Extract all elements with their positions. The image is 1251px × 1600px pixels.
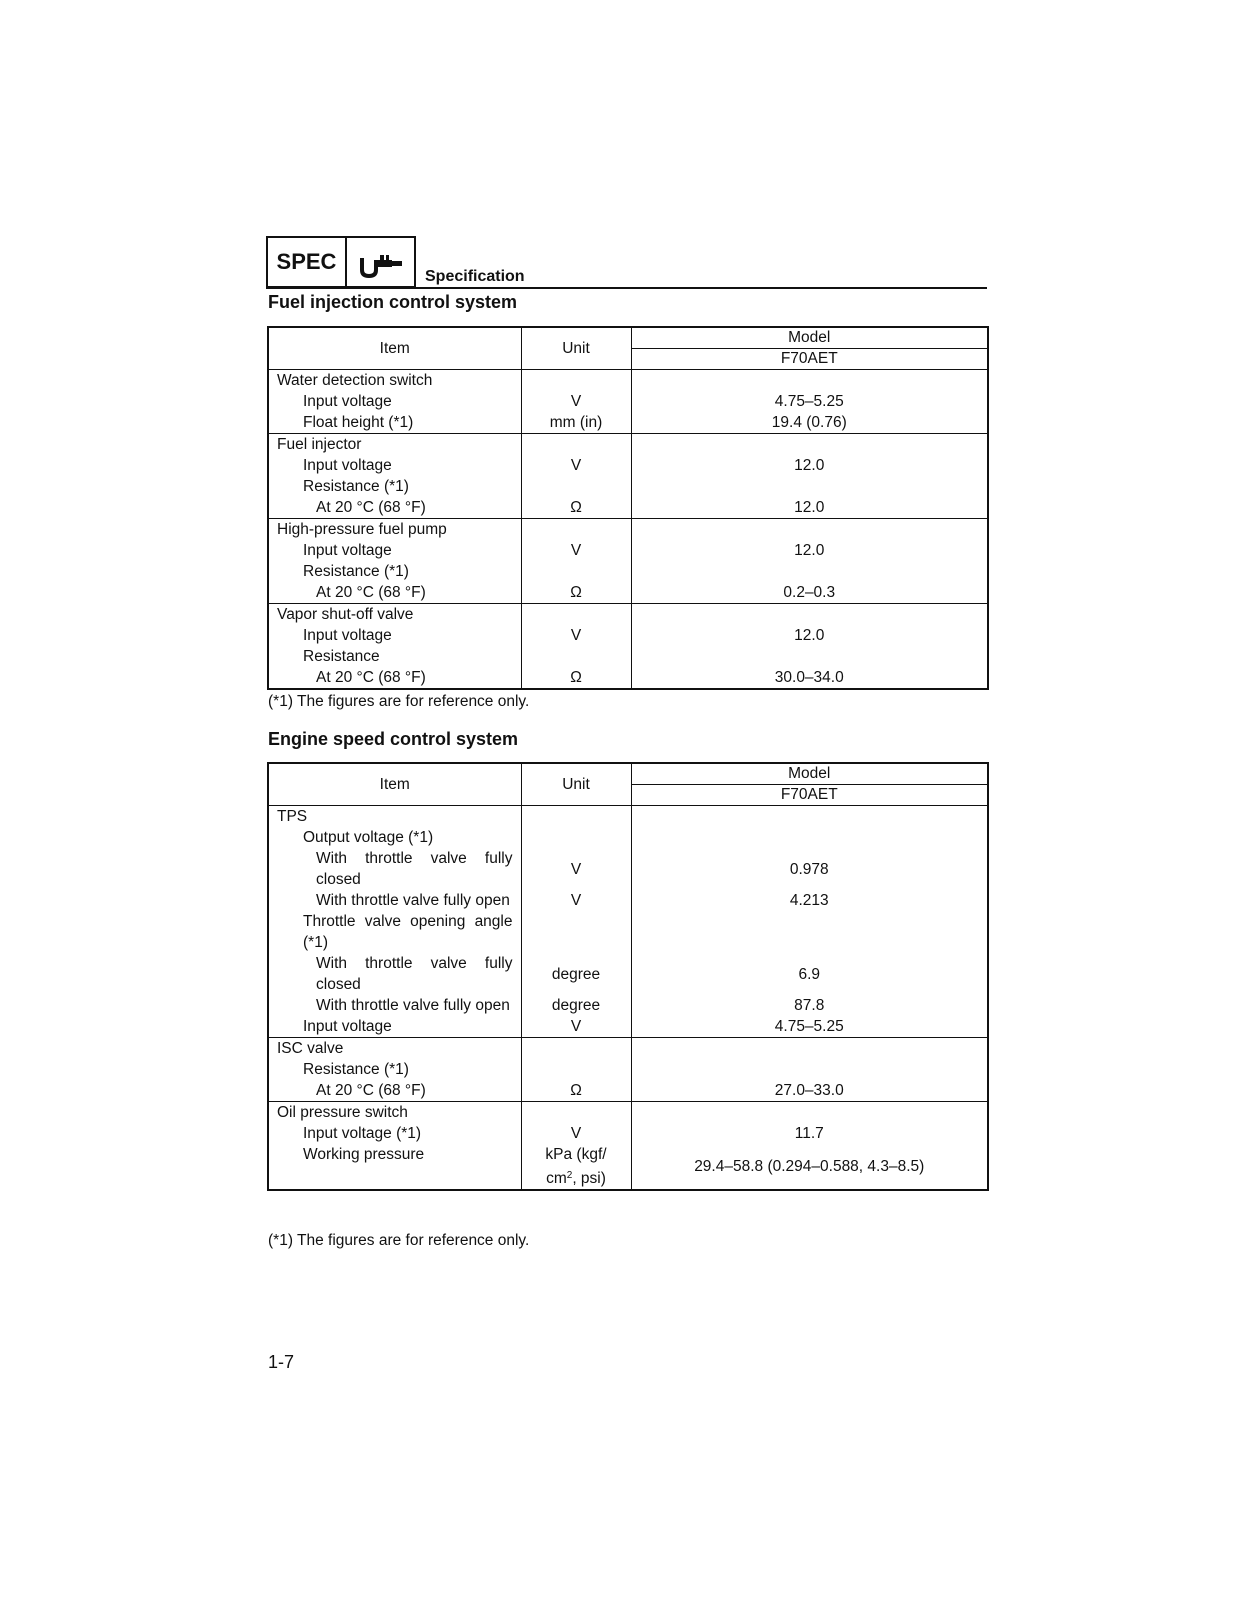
row-value — [631, 1038, 988, 1060]
row-unit: V — [521, 848, 631, 890]
table-row — [268, 646, 988, 667]
engine-speed-heading: Engine speed control system — [268, 729, 519, 749]
row-item: Fuel injector — [268, 434, 521, 456]
table-row — [268, 995, 988, 1016]
table-row — [268, 1059, 988, 1080]
column-header-item: Item — [268, 763, 521, 806]
table-row — [268, 476, 988, 497]
spec-label: SPEC — [268, 238, 347, 286]
row-value: 0.978 — [631, 848, 988, 890]
row-unit: degree — [521, 995, 631, 1016]
row-unit: V — [521, 625, 631, 646]
table-row — [268, 1080, 988, 1102]
row-item: Input voltage — [268, 1016, 521, 1038]
row-item: Input voltage — [268, 391, 521, 412]
unit-text: , psi) — [572, 1170, 606, 1187]
row-unit: V — [521, 1016, 631, 1038]
row-value: 12.0 — [631, 497, 988, 519]
column-header-unit: Unit — [521, 327, 631, 370]
table-row — [268, 604, 988, 626]
table-row — [268, 582, 988, 604]
table-row — [268, 827, 988, 848]
row-unit — [521, 476, 631, 497]
unit-text: cm — [546, 1170, 567, 1187]
fuel-injection-table-body — [268, 370, 988, 690]
row-item: At 20 °C (68 °F) — [268, 1080, 521, 1102]
row-item: Working pressure — [268, 1144, 521, 1190]
row-item: Float height (*1) — [268, 412, 521, 434]
row-value: 12.0 — [631, 540, 988, 561]
row-value: 27.0–33.0 — [631, 1080, 988, 1102]
table-row — [268, 434, 988, 456]
row-item: Input voltage — [268, 455, 521, 476]
row-unit — [521, 604, 631, 626]
row-unit: Ω — [521, 582, 631, 604]
row-unit: V — [521, 455, 631, 476]
row-unit: V — [521, 540, 631, 561]
row-unit: V — [521, 890, 631, 911]
table-row — [268, 911, 988, 953]
table-row — [268, 1144, 988, 1190]
row-item: At 20 °C (68 °F) — [268, 497, 521, 519]
section-header-title: Specification — [425, 268, 525, 285]
table-row — [268, 1016, 988, 1038]
row-item: With throttle valve fully closed — [268, 848, 521, 890]
row-value — [631, 434, 988, 456]
row-item: Resistance — [268, 646, 521, 667]
table-row — [268, 806, 988, 828]
row-unit: V — [521, 1123, 631, 1144]
row-item: At 20 °C (68 °F) — [268, 667, 521, 689]
row-item: Input voltage — [268, 625, 521, 646]
column-header-item: Item — [268, 327, 521, 370]
row-item: Oil pressure switch — [268, 1102, 521, 1124]
caliper-gauge-icon — [358, 252, 404, 278]
page-number: 1-7 — [268, 1352, 295, 1372]
row-unit — [521, 827, 631, 848]
row-unit — [521, 1102, 631, 1124]
row-item: At 20 °C (68 °F) — [268, 582, 521, 604]
table-row — [268, 455, 988, 476]
row-value — [631, 646, 988, 667]
table-row — [268, 1123, 988, 1144]
row-item: Water detection switch — [268, 370, 521, 392]
row-unit — [521, 561, 631, 582]
row-item: Throttle valve opening angle (*1) — [268, 911, 521, 953]
row-value: 87.8 — [631, 995, 988, 1016]
row-value: 4.75–5.25 — [631, 391, 988, 412]
row-value — [631, 1059, 988, 1080]
fuel-injection-table — [267, 326, 989, 690]
row-value: 11.7 — [631, 1123, 988, 1144]
row-value: 4.75–5.25 — [631, 1016, 988, 1038]
column-header-model-name: F70AET — [631, 349, 988, 370]
row-value: 30.0–34.0 — [631, 667, 988, 689]
row-item: With throttle valve fully open — [268, 890, 521, 911]
row-unit — [521, 646, 631, 667]
fuel-injection-heading: Fuel injection control system — [268, 292, 518, 312]
row-unit: mm (in) — [521, 412, 631, 434]
row-unit: Ω — [521, 667, 631, 689]
reference-note: (*1) The figures are for reference only. — [268, 693, 530, 710]
row-value — [631, 806, 988, 828]
table-row — [268, 1102, 988, 1124]
table-row — [268, 540, 988, 561]
row-unit — [521, 806, 631, 828]
row-unit — [521, 1144, 631, 1190]
row-value: 19.4 (0.76) — [631, 412, 988, 434]
row-item: With throttle valve fully closed — [268, 953, 521, 995]
row-value — [631, 476, 988, 497]
row-unit — [521, 519, 631, 541]
row-value: 4.213 — [631, 890, 988, 911]
column-header-model: Model — [631, 763, 988, 785]
reference-note: (*1) The figures are for reference only. — [268, 1232, 530, 1249]
engine-speed-table — [267, 762, 989, 1191]
row-item: High-pressure fuel pump — [268, 519, 521, 541]
table-row — [268, 519, 988, 541]
column-header-unit: Unit — [521, 763, 631, 806]
row-value — [631, 561, 988, 582]
table-row — [268, 890, 988, 911]
row-item: Resistance (*1) — [268, 476, 521, 497]
row-unit — [521, 370, 631, 392]
row-item: Input voltage (*1) — [268, 1123, 521, 1144]
row-unit — [521, 911, 631, 953]
table-row — [268, 391, 988, 412]
row-item: Resistance (*1) — [268, 1059, 521, 1080]
row-value: 0.2–0.3 — [631, 582, 988, 604]
engine-speed-table-body — [268, 806, 988, 1191]
table-row — [268, 497, 988, 519]
row-value — [631, 370, 988, 392]
row-value — [631, 911, 988, 953]
column-header-model: Model — [631, 327, 988, 349]
row-item: TPS — [268, 806, 521, 828]
row-item: Input voltage — [268, 540, 521, 561]
row-unit — [521, 1038, 631, 1060]
row-value — [631, 1102, 988, 1124]
table-row — [268, 667, 988, 689]
row-item: Resistance (*1) — [268, 561, 521, 582]
row-item: Output voltage (*1) — [268, 827, 521, 848]
table-row — [268, 953, 988, 995]
spec-header-box — [266, 236, 416, 288]
row-value: 12.0 — [631, 455, 988, 476]
row-value — [631, 519, 988, 541]
row-value: 29.4–58.8 (0.294–0.588, 4.3–8.5) — [631, 1144, 988, 1190]
row-item: Vapor shut-off valve — [268, 604, 521, 626]
column-header-model-name: F70AET — [631, 785, 988, 806]
row-unit — [521, 434, 631, 456]
row-unit: Ω — [521, 1080, 631, 1102]
row-item: ISC valve — [268, 1038, 521, 1060]
table-row — [268, 625, 988, 646]
table-row — [268, 370, 988, 392]
table-row — [268, 1038, 988, 1060]
header-divider — [266, 287, 987, 289]
row-value: 12.0 — [631, 625, 988, 646]
row-value — [631, 604, 988, 626]
unit-text: kPa (kgf/ — [545, 1146, 607, 1163]
unit-superscript: 2 — [566, 1170, 573, 1181]
table-row — [268, 848, 988, 890]
row-item: With throttle valve fully open — [268, 995, 521, 1016]
row-unit: Ω — [521, 497, 631, 519]
row-unit — [521, 1059, 631, 1080]
row-value — [631, 827, 988, 848]
row-unit: V — [521, 391, 631, 412]
row-unit: degree — [521, 953, 631, 995]
table-row — [268, 412, 988, 434]
row-value: 6.9 — [631, 953, 988, 995]
table-row — [268, 561, 988, 582]
